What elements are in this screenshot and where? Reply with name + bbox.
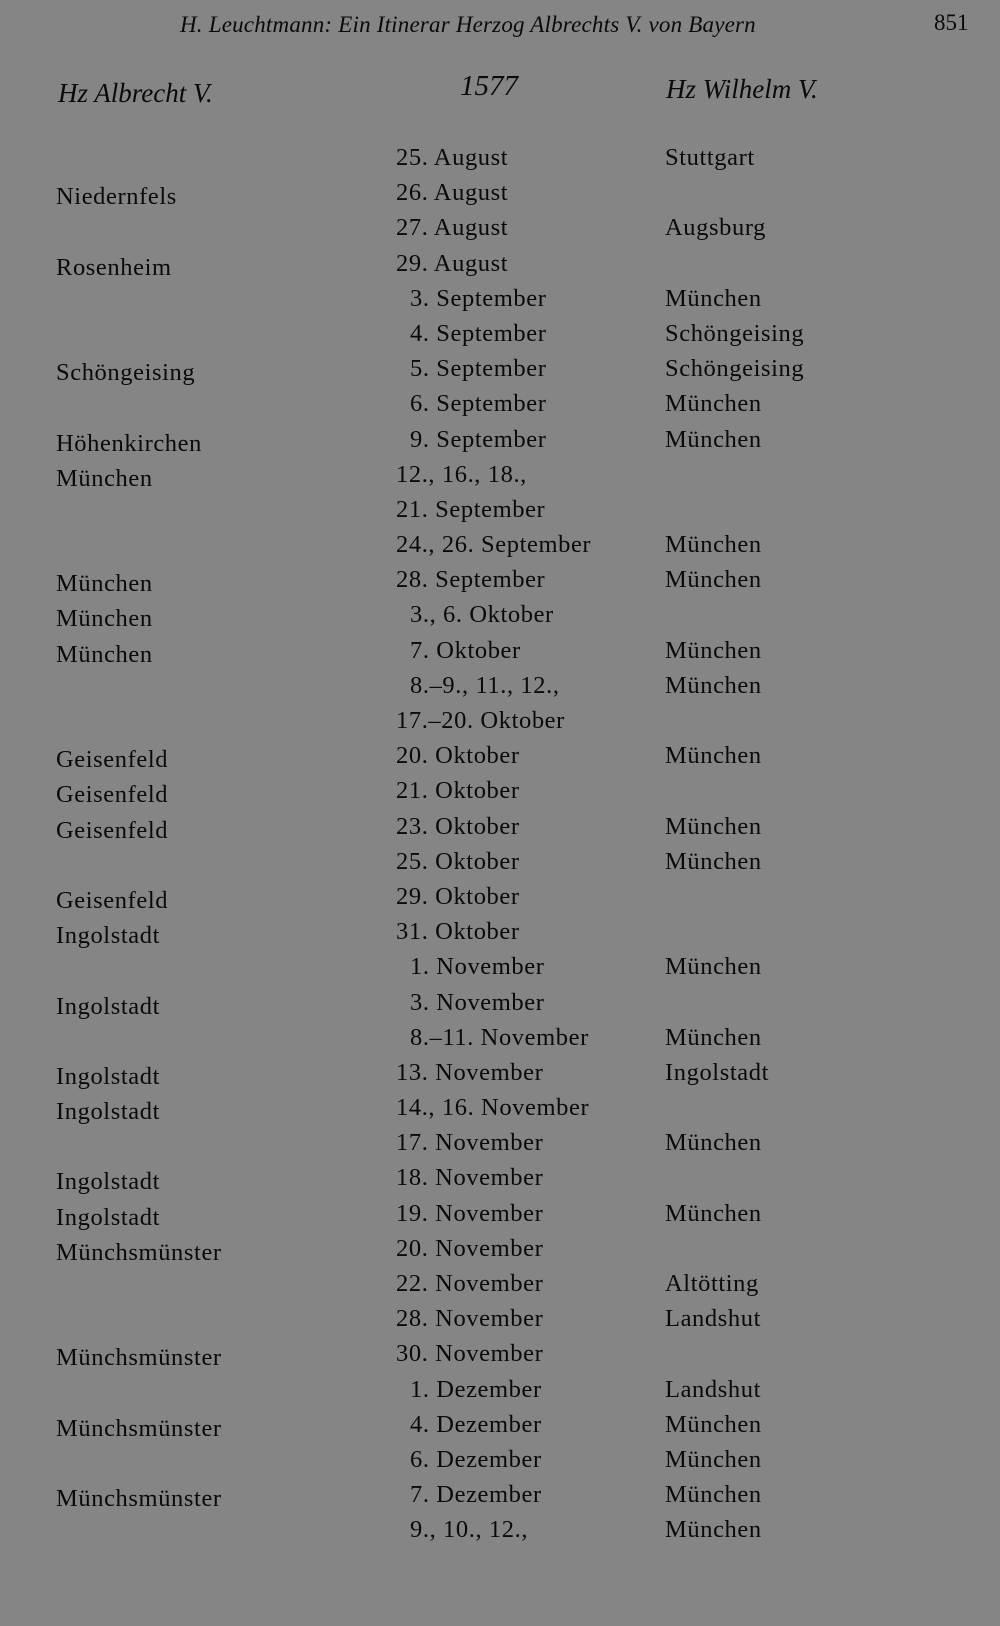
table-row [0, 210, 1000, 245]
albrecht-location: Niedernfels [56, 183, 177, 211]
date-cell: 1. November [410, 953, 545, 981]
date-cell: 3. September [410, 284, 547, 312]
table-row [0, 844, 1000, 879]
albrecht-location: Ingolstadt [56, 1168, 160, 1196]
date-cell: 26. August [396, 179, 509, 207]
table-row [0, 1266, 1000, 1301]
date-cell: 18. November [396, 1164, 544, 1192]
wilhelm-location: Altötting [665, 1270, 759, 1297]
date-cell: 13. November [396, 1058, 544, 1086]
date-cell: 9. September [410, 425, 547, 453]
date-cell: 25. August [396, 144, 509, 171]
albrecht-location: Ingolstadt [56, 922, 160, 950]
wilhelm-location: München [665, 742, 762, 770]
wilhelm-location: Augsburg [665, 214, 766, 242]
table-row [0, 562, 1000, 597]
date-cell: 1. Dezember [410, 1375, 542, 1403]
date-cell: 8.–11. November [410, 1023, 589, 1051]
albrecht-location: München [56, 605, 153, 633]
table-row [0, 316, 1000, 351]
table-row [0, 985, 1000, 1020]
albrecht-location: Münchsmünster [56, 1238, 222, 1266]
date-cell: 31. Oktober [396, 918, 520, 946]
table-row [0, 1301, 1000, 1336]
table-row [0, 527, 1000, 562]
table-row [0, 1090, 1000, 1125]
table-row [0, 1442, 1000, 1477]
column-header-albrecht: Hz Albrecht V. [58, 78, 213, 108]
wilhelm-location: München [665, 1199, 762, 1227]
albrecht-location: Geisenfeld [56, 816, 169, 844]
date-cell: 19. November [396, 1199, 544, 1227]
table-row [0, 633, 1000, 668]
albrecht-location: München [56, 640, 153, 668]
date-cell: 25. Oktober [396, 847, 520, 875]
albrecht-location: Ingolstadt [56, 1062, 160, 1090]
table-row [0, 1372, 1000, 1407]
table-row [0, 457, 1000, 492]
wilhelm-location: München [665, 1023, 762, 1051]
table-row [0, 386, 1000, 421]
date-cell: 3., 6. Oktober [410, 601, 554, 629]
wilhelm-location: München [665, 1129, 762, 1157]
wilhelm-location: München [665, 847, 762, 875]
wilhelm-location: München [665, 671, 762, 699]
date-cell: 29. Oktober [396, 882, 520, 910]
date-cell: 28. September [396, 566, 546, 594]
wilhelm-location: München [665, 1516, 762, 1544]
table-row [0, 738, 1000, 773]
date-cell: 6. September [410, 390, 547, 418]
date-cell: 4. September [410, 319, 547, 347]
table-row [0, 246, 1000, 281]
albrecht-location: München [56, 464, 153, 492]
date-cell: 17.–20. Oktober [396, 707, 565, 734]
table-row [0, 1407, 1000, 1442]
table-row [0, 949, 1000, 984]
table-row [0, 175, 1000, 210]
wilhelm-location: Landshut [665, 1375, 761, 1403]
wilhelm-location: München [665, 636, 762, 664]
table-row [0, 1125, 1000, 1160]
table-row [0, 492, 1000, 527]
albrecht-location: Rosenheim [56, 253, 172, 281]
date-cell: 20. November [396, 1234, 544, 1262]
column-header-year: 1577 [460, 70, 518, 102]
albrecht-location: Geisenfeld [56, 746, 169, 774]
albrecht-location: Höhenkirchen [56, 429, 202, 457]
wilhelm-location: München [665, 390, 762, 418]
page-number: 851 [934, 10, 969, 35]
table-row [0, 281, 1000, 316]
table-row [0, 1477, 1000, 1512]
wilhelm-location: München [665, 1410, 762, 1438]
date-cell: 24., 26. September [396, 531, 592, 559]
table-row [0, 1055, 1000, 1090]
running-title: H. Leuchtmann: Ein Itinerar Herzog Albrechts V. von Bayern [180, 12, 756, 37]
itinerary-table [0, 140, 1000, 1548]
albrecht-location: Geisenfeld [56, 886, 169, 914]
wilhelm-location: München [665, 1481, 762, 1509]
wilhelm-location: Schöngeising [665, 355, 805, 383]
albrecht-location: Ingolstadt [56, 992, 160, 1020]
table-row [0, 140, 1000, 175]
date-cell: 27. August [396, 214, 509, 242]
date-cell: 4. Dezember [410, 1410, 542, 1438]
albrecht-location: Münchsmünster [56, 1344, 222, 1372]
date-cell: 12., 16., 18., [396, 460, 527, 488]
albrecht-location: Schöngeising [56, 359, 196, 387]
date-cell: 7. Oktober [410, 636, 521, 664]
albrecht-location: Münchsmünster [56, 1414, 222, 1442]
table-row [0, 914, 1000, 949]
table-row [0, 879, 1000, 914]
date-cell: 7. Dezember [410, 1481, 542, 1509]
table-row [0, 1020, 1000, 1055]
date-cell: 3. November [410, 988, 545, 1016]
albrecht-location: München [56, 570, 153, 598]
table-row [0, 773, 1000, 808]
table-row [0, 1160, 1000, 1195]
table-row [0, 597, 1000, 632]
date-cell: 20. Oktober [396, 742, 520, 770]
column-header-wilhelm: Hz Wilhelm V. [666, 74, 818, 104]
table-row [0, 1231, 1000, 1266]
table-row [0, 1512, 1000, 1547]
table-row [0, 668, 1000, 703]
table-row [0, 1196, 1000, 1231]
date-cell: 29. August [396, 249, 509, 277]
date-cell: 23. Oktober [396, 812, 520, 840]
wilhelm-location: Stuttgart [665, 144, 755, 171]
wilhelm-location: Schöngeising [665, 319, 805, 347]
date-cell: 30. November [396, 1340, 544, 1368]
date-cell: 28. November [396, 1305, 544, 1333]
date-cell: 9., 10., 12., [410, 1516, 529, 1544]
date-cell: 8.–9., 11., 12., [410, 671, 560, 699]
date-cell: 14., 16. November [396, 1094, 590, 1122]
table-row [0, 1336, 1000, 1371]
albrecht-location: Ingolstadt [56, 1098, 160, 1126]
wilhelm-location: München [665, 812, 762, 840]
table-row [0, 703, 1000, 738]
wilhelm-location: München [665, 1445, 762, 1473]
table-row [0, 422, 1000, 457]
wilhelm-location: München [665, 531, 762, 559]
wilhelm-location: München [665, 566, 762, 594]
date-cell: 21. September [396, 495, 546, 523]
albrecht-location: Ingolstadt [56, 1203, 160, 1231]
table-row [0, 351, 1000, 386]
wilhelm-location: Landshut [665, 1305, 761, 1333]
albrecht-location: Geisenfeld [56, 781, 169, 809]
date-cell: 5. September [410, 355, 547, 383]
albrecht-location: Münchsmünster [56, 1485, 222, 1513]
date-cell: 17. November [396, 1129, 544, 1157]
wilhelm-location: Ingolstadt [665, 1058, 769, 1086]
wilhelm-location: München [665, 953, 762, 981]
date-cell: 6. Dezember [410, 1445, 542, 1473]
table-row [0, 809, 1000, 844]
date-cell: 21. Oktober [396, 777, 520, 805]
running-head [0, 12, 1000, 42]
wilhelm-location: München [665, 284, 762, 312]
date-cell: 22. November [396, 1270, 544, 1297]
wilhelm-location: München [665, 425, 762, 453]
